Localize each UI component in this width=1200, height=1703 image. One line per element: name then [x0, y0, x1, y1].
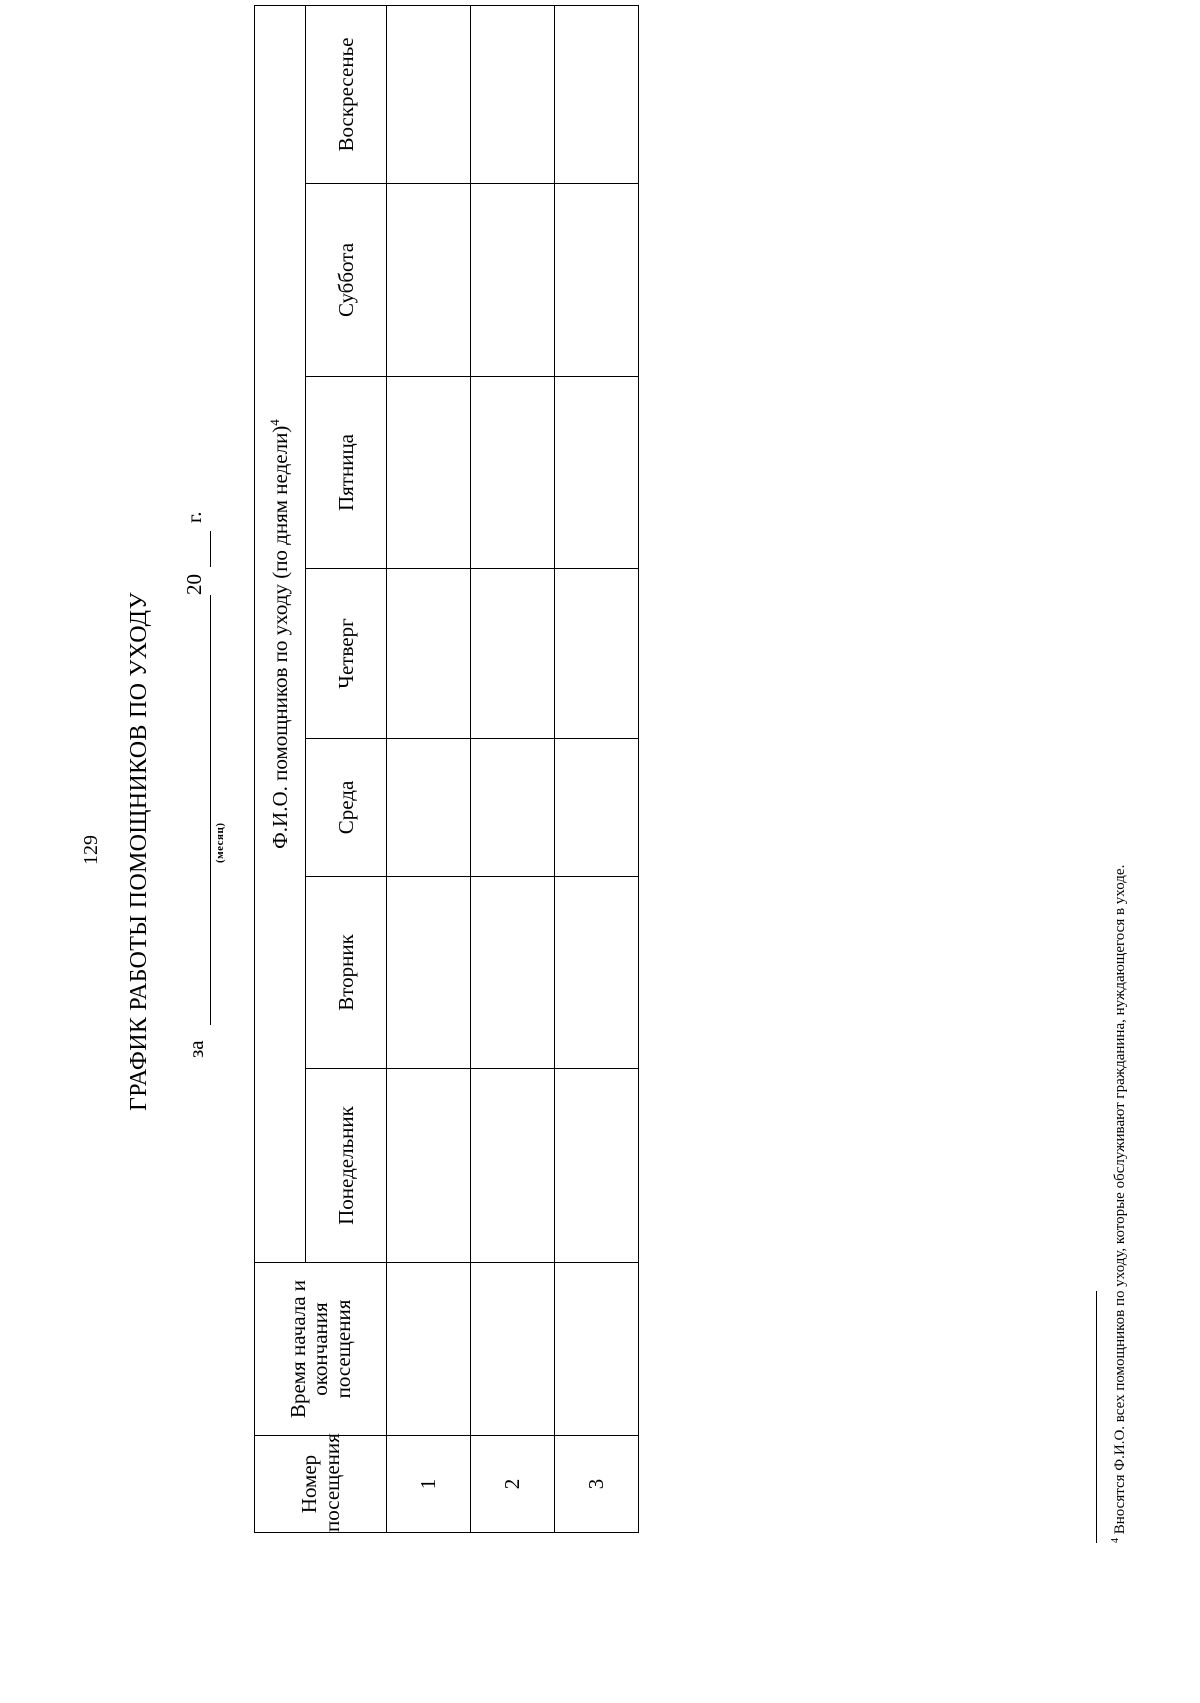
- wednesday-cell[interactable]: [387, 739, 471, 877]
- page-number: 129: [80, 835, 102, 865]
- thursday-cell[interactable]: [555, 569, 639, 739]
- year-suffix: г.: [182, 511, 206, 523]
- monday-cell[interactable]: [555, 1069, 639, 1263]
- year-blank-field[interactable]: [184, 531, 211, 567]
- wednesday-cell[interactable]: [555, 739, 639, 877]
- header-day-sunday: Воскресенье: [306, 5, 387, 183]
- footnote-divider: [1096, 1291, 1097, 1543]
- header-day-saturday: Суббота: [306, 184, 387, 377]
- footnote-text: Вносятся Ф.И.О. всех помощников по уходу, которые обслуживают гражданина, нуждающегося в уходе.: [1112, 864, 1128, 1535]
- table-row: [555, 5, 639, 1532]
- sunday-cell[interactable]: [471, 5, 555, 183]
- tuesday-cell[interactable]: [471, 877, 555, 1069]
- saturday-cell[interactable]: [555, 184, 639, 377]
- header-day-wednesday: Среда: [306, 739, 387, 877]
- header-visit-number: Номер посещения: [255, 1436, 387, 1533]
- thursday-cell[interactable]: [387, 569, 471, 739]
- friday-cell[interactable]: [471, 377, 555, 569]
- footnote: [1110, 865, 1129, 1543]
- tuesday-cell[interactable]: [555, 877, 639, 1069]
- visit-time-cell[interactable]: [471, 1263, 555, 1436]
- century-label: 20: [182, 574, 206, 595]
- saturday-cell[interactable]: [471, 184, 555, 377]
- footnote-marker: 4: [1110, 1538, 1121, 1543]
- visit-number-cell: 2: [471, 1436, 555, 1533]
- monday-cell[interactable]: [471, 1069, 555, 1263]
- header-day-friday: Пятница: [306, 377, 387, 569]
- date-line: [178, 0, 238, 1703]
- saturday-cell[interactable]: [387, 184, 471, 377]
- table-row: [471, 5, 555, 1532]
- header-assistants-group: Ф.И.О. помощников по уходу (по дням недели)$^4$: [255, 5, 306, 1262]
- thursday-cell[interactable]: [471, 569, 555, 739]
- sunday-cell[interactable]: [555, 5, 639, 183]
- visit-number-cell: 1: [387, 1436, 471, 1533]
- tuesday-cell[interactable]: [387, 877, 471, 1069]
- friday-cell[interactable]: [387, 377, 471, 569]
- header-day-monday: Понедельник: [306, 1069, 387, 1263]
- visit-time-cell[interactable]: [387, 1263, 471, 1436]
- schedule-table: [254, 5, 639, 1533]
- sunday-cell[interactable]: [387, 5, 471, 183]
- month-blank-field[interactable]: [184, 595, 211, 1025]
- header-visit-time: Время начала и окончания посещения: [255, 1263, 387, 1436]
- table-header-row: [255, 5, 306, 1532]
- friday-cell[interactable]: [555, 377, 639, 569]
- visit-time-cell[interactable]: [555, 1263, 639, 1436]
- date-prefix: за: [184, 1040, 208, 1058]
- month-caption: (месяц): [214, 822, 226, 863]
- header-day-tuesday: Вторник: [306, 877, 387, 1069]
- document-title: ГРАФИК РАБОТЫ ПОМОЩНИКОВ ПО УХОДУ: [126, 592, 152, 1111]
- monday-cell[interactable]: [387, 1069, 471, 1263]
- visit-number-cell: 3: [555, 1436, 639, 1533]
- header-day-thursday: Четверг: [306, 569, 387, 739]
- table-row: [387, 5, 471, 1532]
- wednesday-cell[interactable]: [471, 739, 555, 877]
- footnote-reference: 4: [266, 419, 282, 426]
